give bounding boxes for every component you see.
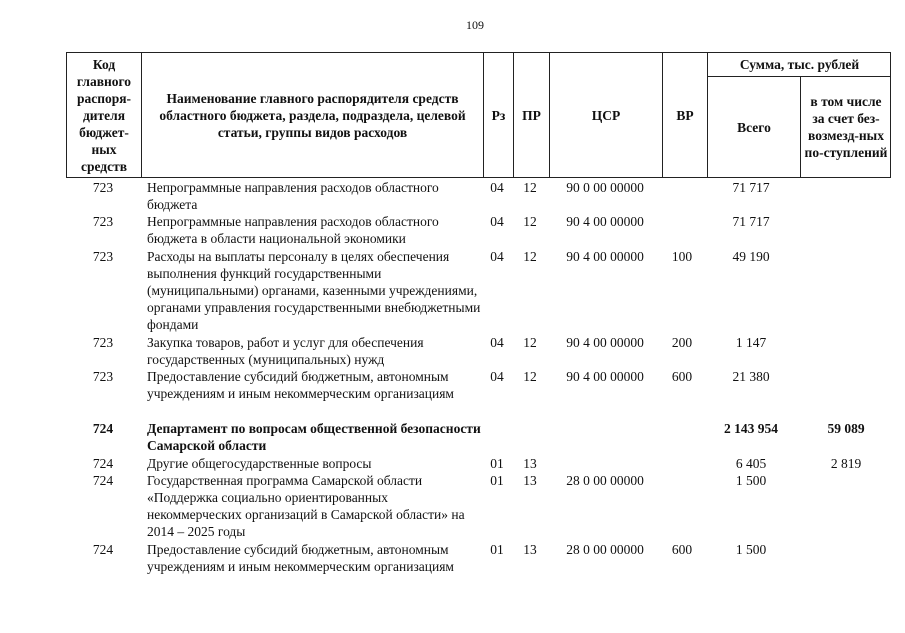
cell-pr: 12 bbox=[523, 369, 537, 384]
cell-rz: 04 bbox=[490, 180, 504, 195]
cell-rz: 04 bbox=[490, 335, 504, 350]
cell-total: 2 143 954 bbox=[724, 421, 778, 436]
cell-vr: 100 bbox=[671, 249, 693, 264]
cell-rz: 01 bbox=[490, 542, 504, 557]
cell-total: 21 380 bbox=[732, 369, 770, 384]
table-header bbox=[66, 52, 891, 178]
cell-pr: 13 bbox=[523, 456, 537, 471]
cell-code: 724 bbox=[92, 473, 114, 488]
cell-free: 59 089 bbox=[827, 421, 865, 436]
cell-name: Департамент по вопросам общественной безопасности Самарской области bbox=[147, 421, 481, 453]
page-number: 109 bbox=[466, 18, 484, 32]
cell-pr: 12 bbox=[523, 214, 537, 229]
cell-rz: 04 bbox=[490, 249, 504, 264]
cell-code: 723 bbox=[92, 180, 114, 195]
cell-code: 724 bbox=[92, 456, 114, 471]
cell-rz: 01 bbox=[490, 456, 504, 471]
header-free: в том числе за счет без-возмезд-ных по-ступлений bbox=[804, 94, 888, 160]
cell-csr: 90 4 00 00000 bbox=[566, 214, 644, 229]
cell-code: 723 bbox=[92, 369, 114, 384]
cell-code: 724 bbox=[92, 542, 114, 557]
header-sum: Сумма, тыс. рублей bbox=[739, 57, 860, 72]
cell-rz: 04 bbox=[490, 369, 504, 384]
cell-csr: 28 0 00 00000 bbox=[566, 473, 644, 488]
header-vr: ВР bbox=[676, 107, 694, 123]
cell-vr: 600 bbox=[671, 369, 693, 384]
cell-name: Непрограммные направления расходов областного бюджета в области национальной экономики bbox=[147, 214, 439, 246]
cell-csr: 90 4 00 00000 bbox=[566, 369, 644, 384]
header-rz: Рз bbox=[491, 107, 506, 123]
cell-vr: 600 bbox=[671, 542, 693, 557]
header-csr: ЦСР bbox=[591, 107, 621, 123]
cell-code: 723 bbox=[92, 335, 114, 350]
cell-pr: 13 bbox=[523, 542, 537, 557]
cell-code: 723 bbox=[92, 214, 114, 229]
cell-total: 71 717 bbox=[732, 214, 770, 229]
cell-total: 6 405 bbox=[735, 456, 767, 471]
cell-rz: 01 bbox=[490, 473, 504, 488]
cell-name: Непрограммные направления расходов областного бюджета bbox=[147, 180, 439, 212]
header-total: Всего bbox=[737, 119, 771, 135]
cell-total: 1 500 bbox=[735, 473, 767, 488]
cell-vr: 200 bbox=[671, 335, 693, 350]
cell-pr: 12 bbox=[523, 180, 537, 195]
cell-csr: 90 4 00 00000 bbox=[566, 249, 644, 264]
cell-total: 49 190 bbox=[732, 249, 770, 264]
cell-total: 1 147 bbox=[735, 335, 767, 350]
cell-total: 1 500 bbox=[735, 542, 767, 557]
cell-pr: 12 bbox=[523, 249, 537, 264]
cell-csr: 90 4 00 00000 bbox=[566, 335, 644, 350]
cell-name: Предоставление субсидий бюджетным, автономным учреждениям и иным некоммерческим организациям bbox=[147, 369, 454, 401]
header-pr: ПР bbox=[522, 107, 541, 123]
cell-total: 71 717 bbox=[732, 180, 770, 195]
header-name: Наименование главного распорядителя средств областного бюджета, раздела, подраздела, целевой статьи, группы видов расходов bbox=[159, 90, 466, 140]
header-code: Код главного распоря-дителя бюджет-ных средств bbox=[76, 56, 132, 174]
cell-free: 2 819 bbox=[830, 456, 862, 471]
cell-csr: 90 0 00 00000 bbox=[566, 180, 644, 195]
cell-pr: 13 bbox=[523, 473, 537, 488]
cell-name: Расходы на выплаты персоналу в целях обеспечения выполнения функций государственными (муниципальными) органами, казенными учреждениями, органами управления государственными внебюджетными фондами bbox=[147, 249, 481, 332]
cell-name: Предоставление субсидий бюджетным, автономным учреждениям и иным некоммерческим организациям bbox=[147, 542, 454, 574]
cell-code: 723 bbox=[92, 249, 114, 264]
cell-csr: 28 0 00 00000 bbox=[566, 542, 644, 557]
cell-name: Государственная программа Самарской области «Поддержка социально ориентированных некоммерческих организаций в Самарской области» на 2014 – 2025 годы bbox=[147, 473, 465, 539]
cell-code: 724 bbox=[92, 421, 114, 436]
cell-name: Закупка товаров, работ и услуг для обеспечения государственных (муниципальных) нужд bbox=[147, 335, 424, 367]
cell-name: Другие общегосударственные вопросы bbox=[147, 456, 372, 471]
cell-rz: 04 bbox=[490, 214, 504, 229]
cell-pr: 12 bbox=[523, 335, 537, 350]
